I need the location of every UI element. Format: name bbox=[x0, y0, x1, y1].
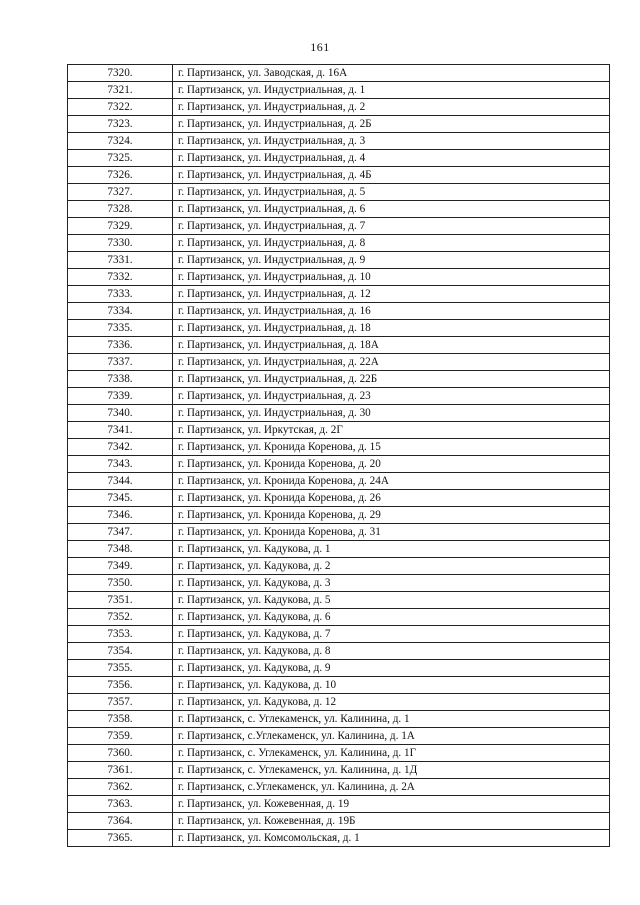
table-row bbox=[68, 99, 610, 116]
table-row bbox=[68, 745, 610, 762]
row-number-cell: 7344. bbox=[68, 473, 173, 490]
row-number-cell: 7326. bbox=[68, 167, 173, 184]
table-row bbox=[68, 65, 610, 82]
table-row bbox=[68, 473, 610, 490]
row-number-cell: 7324. bbox=[68, 133, 173, 150]
address-cell: г. Партизанск, ул. Кожевенная, д. 19Б bbox=[173, 813, 610, 830]
address-cell: г. Партизанск, с.Углекаменск, ул. Калинина, д. 2А bbox=[173, 779, 610, 796]
address-cell: г. Партизанск, ул. Кадукова, д. 3 bbox=[173, 575, 610, 592]
table-row bbox=[68, 507, 610, 524]
address-cell: г. Партизанск, ул. Индустриальная, д. 18 bbox=[173, 320, 610, 337]
row-number-cell: 7330. bbox=[68, 235, 173, 252]
address-cell: г. Партизанск, ул. Индустриальная, д. 10 bbox=[173, 269, 610, 286]
address-cell: г. Партизанск, ул. Индустриальная, д. 4Б bbox=[173, 167, 610, 184]
address-cell: г. Партизанск, ул. Индустриальная, д. 30 bbox=[173, 405, 610, 422]
address-cell: г. Партизанск, ул. Кронида Коренова, д. 29 bbox=[173, 507, 610, 524]
address-cell: г. Партизанск, ул. Индустриальная, д. 2 bbox=[173, 99, 610, 116]
address-cell: г. Партизанск, ул. Кадукова, д. 7 bbox=[173, 626, 610, 643]
table-row bbox=[68, 660, 610, 677]
row-number-cell: 7357. bbox=[68, 694, 173, 711]
table-row bbox=[68, 439, 610, 456]
address-registry-body bbox=[68, 65, 610, 847]
row-number-cell: 7322. bbox=[68, 99, 173, 116]
address-cell: г. Партизанск, ул. Индустриальная, д. 22Б bbox=[173, 371, 610, 388]
row-number-cell: 7337. bbox=[68, 354, 173, 371]
row-number-cell: 7353. bbox=[68, 626, 173, 643]
row-number-cell: 7323. bbox=[68, 116, 173, 133]
page-number: 161 bbox=[310, 40, 330, 54]
address-cell: г. Партизанск, ул. Комсомольская, д. 1 bbox=[173, 830, 610, 847]
table-row bbox=[68, 167, 610, 184]
row-number-cell: 7342. bbox=[68, 439, 173, 456]
row-number-cell: 7365. bbox=[68, 830, 173, 847]
address-cell: г. Партизанск, ул. Индустриальная, д. 3 bbox=[173, 133, 610, 150]
table-row bbox=[68, 371, 610, 388]
row-number-cell: 7351. bbox=[68, 592, 173, 609]
row-number-cell: 7350. bbox=[68, 575, 173, 592]
address-cell: г. Партизанск, ул. Иркутская, д. 2Г bbox=[173, 422, 610, 439]
table-row bbox=[68, 354, 610, 371]
address-cell: г. Партизанск, ул. Кронида Коренова, д. 20 bbox=[173, 456, 610, 473]
address-cell: г. Партизанск, с.Углекаменск, ул. Калинина, д. 1А bbox=[173, 728, 610, 745]
table-row bbox=[68, 762, 610, 779]
table-row bbox=[68, 184, 610, 201]
row-number-cell: 7338. bbox=[68, 371, 173, 388]
address-cell: г. Партизанск, ул. Индустриальная, д. 22А bbox=[173, 354, 610, 371]
address-cell: г. Партизанск, с. Углекаменск, ул. Калинина, д. 1Г bbox=[173, 745, 610, 762]
address-cell: г. Партизанск, ул. Индустриальная, д. 9 bbox=[173, 252, 610, 269]
row-number-cell: 7346. bbox=[68, 507, 173, 524]
address-cell: г. Партизанск, ул. Кадукова, д. 10 bbox=[173, 677, 610, 694]
table-row bbox=[68, 320, 610, 337]
address-cell: г. Партизанск, ул. Индустриальная, д. 2Б bbox=[173, 116, 610, 133]
table-row bbox=[68, 813, 610, 830]
table-row bbox=[68, 694, 610, 711]
address-cell: г. Партизанск, ул. Кадукова, д. 8 bbox=[173, 643, 610, 660]
row-number-cell: 7345. bbox=[68, 490, 173, 507]
row-number-cell: 7361. bbox=[68, 762, 173, 779]
table-row bbox=[68, 558, 610, 575]
row-number-cell: 7363. bbox=[68, 796, 173, 813]
address-cell: г. Партизанск, ул. Индустриальная, д. 18А bbox=[173, 337, 610, 354]
address-cell: г. Партизанск, ул. Индустриальная, д. 23 bbox=[173, 388, 610, 405]
address-cell: г. Партизанск, ул. Кадукова, д. 6 bbox=[173, 609, 610, 626]
row-number-cell: 7358. bbox=[68, 711, 173, 728]
address-cell: г. Партизанск, ул. Индустриальная, д. 12 bbox=[173, 286, 610, 303]
table-row bbox=[68, 337, 610, 354]
table-row bbox=[68, 524, 610, 541]
table-row bbox=[68, 388, 610, 405]
row-number-cell: 7352. bbox=[68, 609, 173, 626]
table-row bbox=[68, 830, 610, 847]
table-row bbox=[68, 592, 610, 609]
table-row bbox=[68, 490, 610, 507]
table-row bbox=[68, 150, 610, 167]
row-number-cell: 7325. bbox=[68, 150, 173, 167]
address-cell: г. Партизанск, ул. Заводская, д. 16А bbox=[173, 65, 610, 82]
row-number-cell: 7332. bbox=[68, 269, 173, 286]
table-row bbox=[68, 116, 610, 133]
row-number-cell: 7335. bbox=[68, 320, 173, 337]
table-row bbox=[68, 422, 610, 439]
row-number-cell: 7321. bbox=[68, 82, 173, 99]
row-number-cell: 7340. bbox=[68, 405, 173, 422]
row-number-cell: 7320. bbox=[68, 65, 173, 82]
table-row bbox=[68, 728, 610, 745]
row-number-cell: 7339. bbox=[68, 388, 173, 405]
row-number-cell: 7328. bbox=[68, 201, 173, 218]
table-row bbox=[68, 609, 610, 626]
address-cell: г. Партизанск, ул. Индустриальная, д. 7 bbox=[173, 218, 610, 235]
table-row bbox=[68, 269, 610, 286]
address-cell: г. Партизанск, ул. Индустриальная, д. 5 bbox=[173, 184, 610, 201]
table-row bbox=[68, 711, 610, 728]
row-number-cell: 7362. bbox=[68, 779, 173, 796]
address-cell: г. Партизанск, ул. Индустриальная, д. 8 bbox=[173, 235, 610, 252]
table-row bbox=[68, 286, 610, 303]
row-number-cell: 7356. bbox=[68, 677, 173, 694]
address-cell: г. Партизанск, ул. Кожевенная, д. 19 bbox=[173, 796, 610, 813]
address-cell: г. Партизанск, ул. Индустриальная, д. 16 bbox=[173, 303, 610, 320]
table-row bbox=[68, 82, 610, 99]
table-row bbox=[68, 677, 610, 694]
table-row bbox=[68, 218, 610, 235]
table-row bbox=[68, 456, 610, 473]
table-row bbox=[68, 575, 610, 592]
row-number-cell: 7333. bbox=[68, 286, 173, 303]
row-number-cell: 7347. bbox=[68, 524, 173, 541]
row-number-cell: 7327. bbox=[68, 184, 173, 201]
table-row bbox=[68, 405, 610, 422]
row-number-cell: 7364. bbox=[68, 813, 173, 830]
address-cell: г. Партизанск, ул. Индустриальная, д. 6 bbox=[173, 201, 610, 218]
address-cell: г. Партизанск, ул. Кадукова, д. 12 bbox=[173, 694, 610, 711]
table-row bbox=[68, 303, 610, 320]
table-row bbox=[68, 235, 610, 252]
address-cell: г. Партизанск, с. Углекаменск, ул. Калинина, д. 1 bbox=[173, 711, 610, 728]
row-number-cell: 7336. bbox=[68, 337, 173, 354]
address-cell: г. Партизанск, с. Углекаменск, ул. Калинина, д. 1Д bbox=[173, 762, 610, 779]
row-number-cell: 7359. bbox=[68, 728, 173, 745]
row-number-cell: 7354. bbox=[68, 643, 173, 660]
address-cell: г. Партизанск, ул. Кронида Коренова, д. 26 bbox=[173, 490, 610, 507]
row-number-cell: 7348. bbox=[68, 541, 173, 558]
row-number-cell: 7349. bbox=[68, 558, 173, 575]
row-number-cell: 7329. bbox=[68, 218, 173, 235]
row-number-cell: 7341. bbox=[68, 422, 173, 439]
address-cell: г. Партизанск, ул. Кадукова, д. 2 bbox=[173, 558, 610, 575]
row-number-cell: 7355. bbox=[68, 660, 173, 677]
table-row bbox=[68, 201, 610, 218]
table-row bbox=[68, 252, 610, 269]
row-number-cell: 7331. bbox=[68, 252, 173, 269]
address-cell: г. Партизанск, ул. Индустриальная, д. 4 bbox=[173, 150, 610, 167]
row-number-cell: 7334. bbox=[68, 303, 173, 320]
table-row bbox=[68, 796, 610, 813]
table-row bbox=[68, 541, 610, 558]
row-number-cell: 7343. bbox=[68, 456, 173, 473]
address-cell: г. Партизанск, ул. Индустриальная, д. 1 bbox=[173, 82, 610, 99]
row-number-cell: 7360. bbox=[68, 745, 173, 762]
address-cell: г. Партизанск, ул. Кронида Коренова, д. 31 bbox=[173, 524, 610, 541]
table-row bbox=[68, 133, 610, 150]
address-cell: г. Партизанск, ул. Кронида Коренова, д. 24А bbox=[173, 473, 610, 490]
address-cell: г. Партизанск, ул. Кадукова, д. 9 bbox=[173, 660, 610, 677]
address-cell: г. Партизанск, ул. Кадукова, д. 1 bbox=[173, 541, 610, 558]
address-cell: г. Партизанск, ул. Кадукова, д. 5 bbox=[173, 592, 610, 609]
table-row bbox=[68, 779, 610, 796]
table-row bbox=[68, 626, 610, 643]
address-registry-table bbox=[67, 64, 610, 847]
address-cell: г. Партизанск, ул. Кронида Коренова, д. 15 bbox=[173, 439, 610, 456]
table-row bbox=[68, 643, 610, 660]
